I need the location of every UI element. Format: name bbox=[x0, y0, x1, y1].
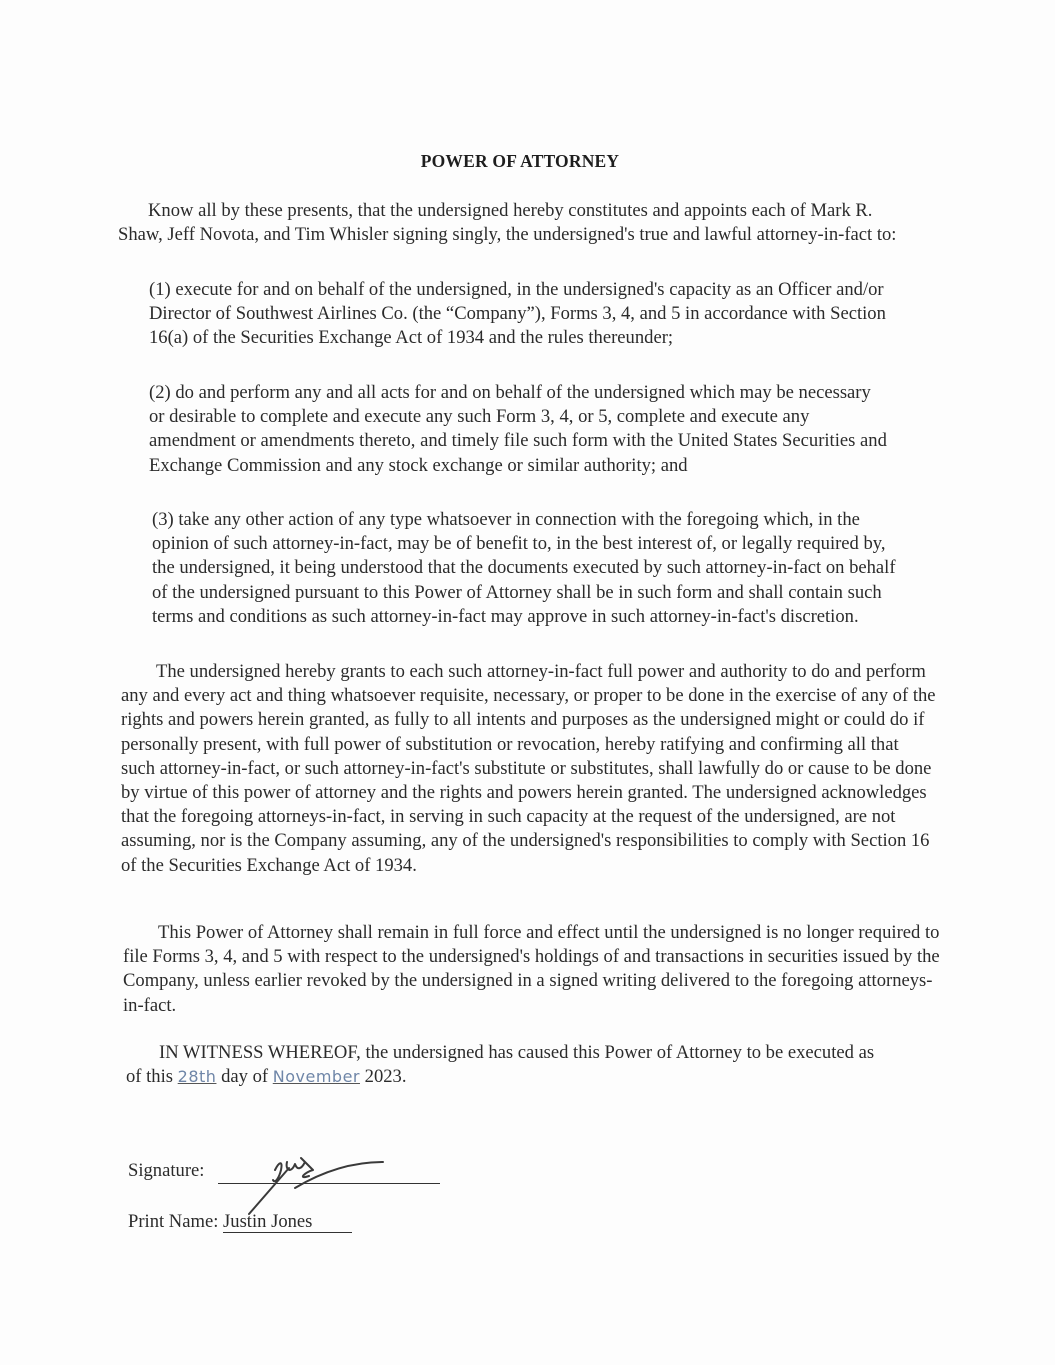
clause-3-paragraph: (3) take any other action of any type whatsoever in connection with the foregoing which, in the opinion of such attorney-in-fact, may be of benefit to, in the best interest of, or legally required by, the undersigned, it being understood that the documents executed by such attorney-in-fact on behalf of the undersigned pursuant to this Power of Attorney shall be in such form and shall contain such terms and conditions as such attorney-in-fact may approve in such attorney-in-fact's discretion. bbox=[152, 509, 896, 627]
year-text: 2023. bbox=[364, 1066, 407, 1088]
duration-paragraph: This Power of Attorney shall remain in full force and effect until the undersigned is no longer required to file Forms 3, 4, and 5 with respect to the undersigned's holdings of and transactions in securities issued by the Company, unless earlier revoked by the undersigned in a signed writing delivered to the foregoing attorneys-in-fact. bbox=[123, 922, 940, 1016]
signature-label: Signature: bbox=[128, 1160, 205, 1181]
month-handwritten-value: November bbox=[272, 1067, 360, 1087]
handwritten-signature bbox=[235, 1140, 395, 1220]
grant-paragraph: The undersigned hereby grants to each such attorney-in-fact full power and authority to do and perform any and every act and thing whatsoever requisite, necessary, or proper to be done in the exercise of any of the rights and powers herein granted, as fully to all intents and purposes as the undersigned might or could do if personally present, with full power of substitution or revocation, hereby ratifying and confirming all that such attorney-in-fact, or such attorney-in-fact's substitute or substitutes, shall lawfully do or cause to be done by virtue of this power of attorney and the rights and powers herein granted. The undersigned acknowledges that the foregoing attorneys-in-fact, in serving in such capacity at the request of the undersigned, are not assuming, nor is the Company assuming, any of the undersigned's responsibilities to comply with Section 16 of the Securities Exchange Act of 1934. bbox=[121, 661, 936, 876]
print-name-row bbox=[128, 1211, 352, 1233]
witness-lead-text: IN WITNESS WHEREOF, the undersigned has caused this Power of Attorney to be executed as of this bbox=[126, 1042, 875, 1088]
day-of-text: day of bbox=[221, 1066, 269, 1088]
day-handwritten-value: 28th bbox=[177, 1067, 217, 1087]
clause-2-paragraph: (2) do and perform any and all acts for and on behalf of the undersigned which may be necessary or desirable to complete and execute any such Form 3, 4, or 5, complete and execute any amendment or amendments thereto, and timely file such form with the United States Securities and Exchange Commission and any stock exchange or similar authority; and bbox=[149, 382, 887, 476]
print-name-label: Print Name: bbox=[128, 1211, 219, 1232]
witness-paragraph bbox=[126, 1041, 886, 1089]
intro-paragraph: Know all by these presents, that the undersigned hereby constitutes and appoints each of Mark R. Shaw, Jeff Novota, and Tim Whisler signing singly, the undersigned's true and lawful attorney-in-fact to: bbox=[118, 200, 897, 246]
print-name-value: Justin Jones bbox=[223, 1212, 352, 1233]
document-title: POWER OF ATTORNEY bbox=[420, 151, 620, 171]
clause-1-paragraph: (1) execute for and on behalf of the undersigned, in the undersigned's capacity as an Officer and/or Director of Southwest Airlines Co. (the “Company”), Forms 3, 4, and 5 in accordance with Section 16(a) of the Securities Exchange Act of 1934 and the rules thereunder; bbox=[149, 279, 886, 349]
